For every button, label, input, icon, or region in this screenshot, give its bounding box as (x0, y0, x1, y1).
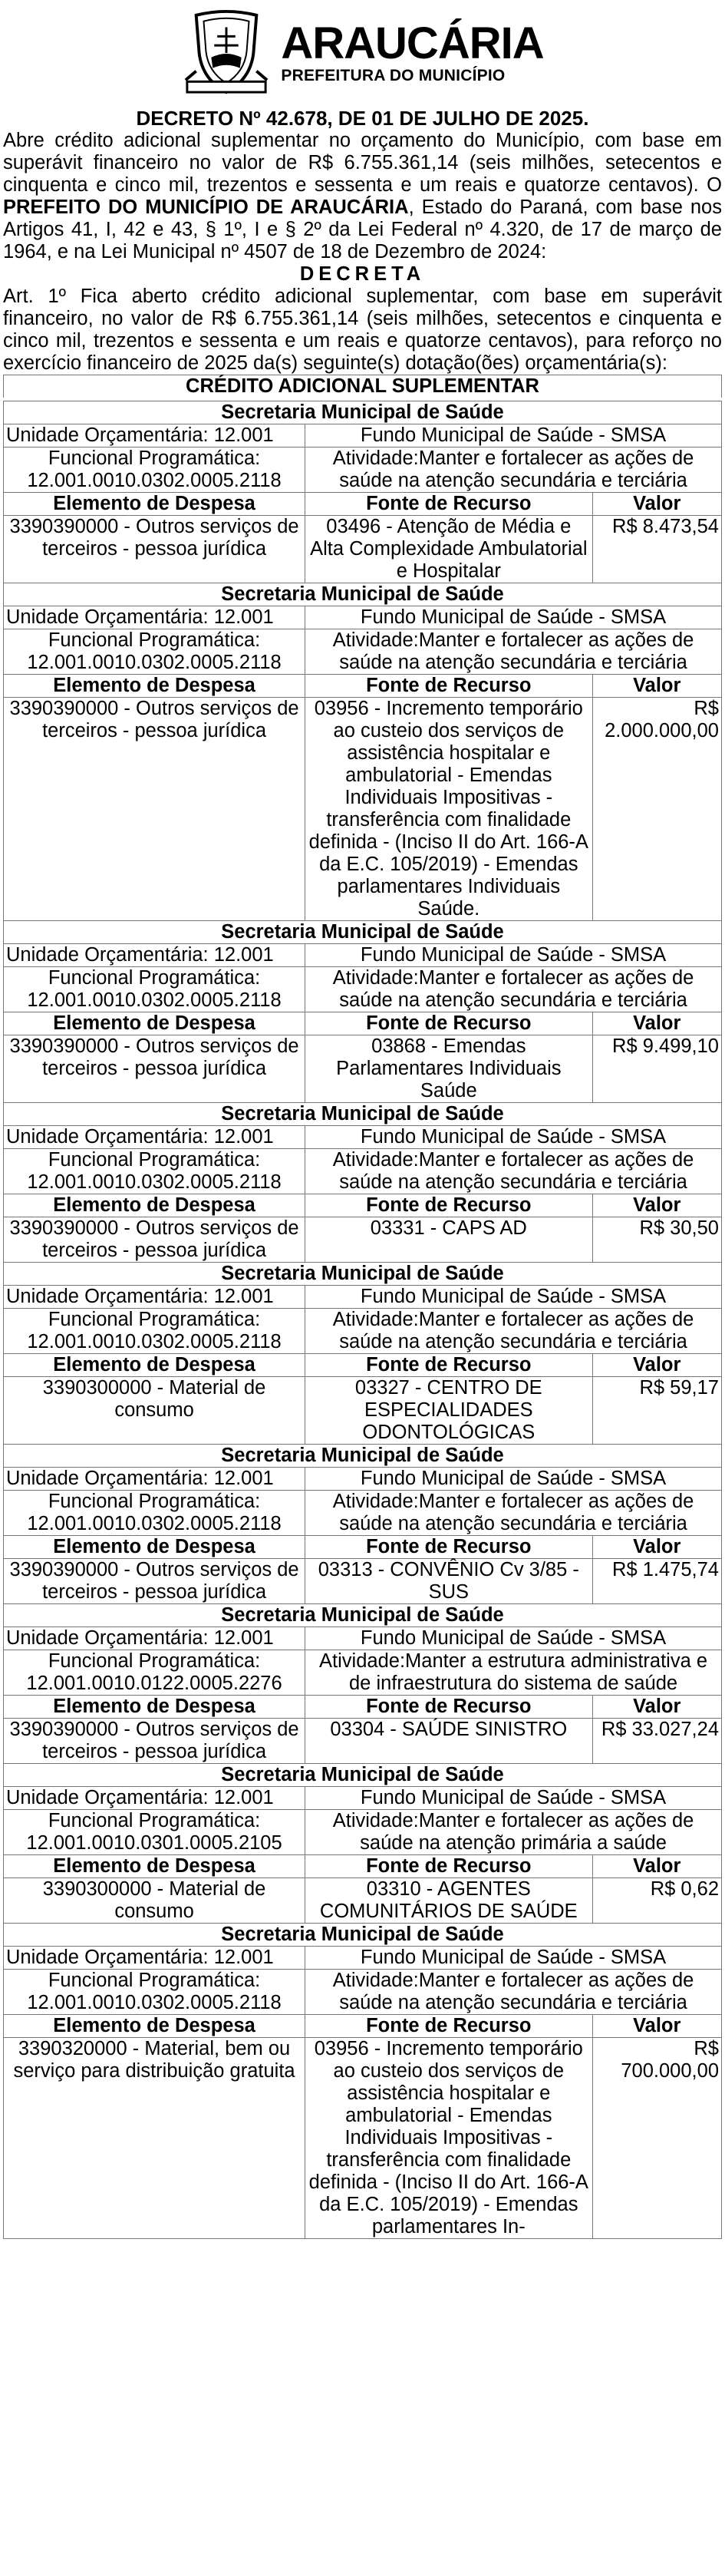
fonte-cell: 03304 - SAÚDE SINISTRO (305, 1719, 592, 1764)
secretaria-row (4, 1604, 722, 1627)
page-header (0, 0, 725, 101)
secretaria-row (4, 401, 722, 424)
funcional-cell: Funcional Programática: 12.001.0010.0302.0005.2118 (4, 1309, 305, 1354)
fundo-cell: Fundo Municipal de Saúde - SMSA (305, 944, 722, 967)
elemento-cell: 3390390000 - Outros serviços de terceiros - pessoa jurídica (4, 1217, 305, 1263)
column-header-row (4, 1855, 722, 1878)
header-elemento: Elemento de Despesa (4, 1354, 305, 1377)
valor-cell: R$ 8.473,54 (592, 516, 722, 583)
table-row (4, 698, 722, 921)
fonte-cell: 03496 - Atenção de Média e Alta Complexidade Ambulatorial e Hospitalar (305, 516, 592, 583)
table-row (4, 1377, 722, 1445)
table-row (4, 1035, 722, 1103)
unidade-row (4, 1787, 722, 1810)
unidade-row (4, 424, 722, 447)
elemento-cell: 3390320000 - Material, bem ou serviço para distribuição gratuita (4, 2038, 305, 2239)
unidade-cell: Unidade Orçamentária: 12.001 (4, 1947, 305, 1970)
brand (281, 18, 544, 84)
header-valor: Valor (592, 1536, 722, 1559)
elemento-cell: 3390390000 - Outros serviços de terceiros - pessoa jurídica (4, 1559, 305, 1604)
header-fonte: Fonte de Recurso (305, 1194, 592, 1217)
atividade-cell: Atividade:Manter a estrutura administrativa e de infraestrutura do sistema de saúde (305, 1650, 722, 1696)
valor-cell: R$ 2.000.000,00 (592, 698, 722, 921)
atividade-cell: Atividade:Manter e fortalecer as ações de saúde na atenção secundária e terciária (305, 1491, 722, 1536)
secretaria-cell: Secretaria Municipal de Saúde (4, 1103, 722, 1126)
unidade-row (4, 1286, 722, 1309)
fonte-cell: 03313 - CONVÊNIO Cv 3/85 - SUS (305, 1559, 592, 1604)
secretaria-row (4, 1103, 722, 1126)
elemento-cell: 3390390000 - Outros serviços de terceiros - pessoa jurídica (4, 1719, 305, 1764)
table-row (4, 1719, 722, 1764)
table-row (4, 516, 722, 583)
secretaria-row (4, 583, 722, 606)
unidade-row (4, 1947, 722, 1970)
header-valor: Valor (592, 1696, 722, 1719)
funcional-row (4, 1491, 722, 1536)
secretaria-row (4, 921, 722, 944)
valor-cell: R$ 0,62 (592, 1878, 722, 1924)
funcional-cell: Funcional Programática: 12.001.0010.0302.0005.2118 (4, 1970, 305, 2015)
valor-cell: R$ 9.499,10 (592, 1035, 722, 1103)
header-fonte: Fonte de Recurso (305, 1696, 592, 1719)
preamble-authority: PREFEITO DO MUNICÍPIO DE ARAUCÁRIA (3, 197, 409, 218)
funcional-row (4, 1970, 722, 2015)
funcional-row (4, 1309, 722, 1354)
atividade-cell: Atividade:Manter e fortalecer as ações de saúde na atenção secundária e terciária (305, 447, 722, 493)
funcional-row (4, 1149, 722, 1194)
fundo-cell: Fundo Municipal de Saúde - SMSA (305, 1468, 722, 1491)
fundo-cell: Fundo Municipal de Saúde - SMSA (305, 1947, 722, 1970)
header-valor: Valor (592, 1354, 722, 1377)
funcional-cell: Funcional Programática: 12.001.0010.0302.0005.2118 (4, 1491, 305, 1536)
unidade-cell: Unidade Orçamentária: 12.001 (4, 1787, 305, 1810)
secretaria-cell: Secretaria Municipal de Saúde (4, 1445, 722, 1468)
unidade-row (4, 1468, 722, 1491)
funcional-cell: Funcional Programática: 12.001.0010.0122.0005.2276 (4, 1650, 305, 1696)
atividade-cell: Atividade:Manter e fortalecer as ações de saúde na atenção secundária e terciária (305, 629, 722, 675)
valor-cell: R$ 30,50 (592, 1217, 722, 1263)
atividade-cell: Atividade:Manter e fortalecer as ações de saúde na atenção secundária e terciária (305, 1149, 722, 1194)
header-fonte: Fonte de Recurso (305, 1354, 592, 1377)
header-elemento: Elemento de Despesa (4, 2015, 305, 2038)
header-valor: Valor (592, 1194, 722, 1217)
column-header-row (4, 2015, 722, 2038)
decreta-heading: DECRETA (299, 263, 426, 285)
header-elemento: Elemento de Despesa (4, 1696, 305, 1719)
column-header-row (4, 1354, 722, 1377)
secretaria-row (4, 1924, 722, 1947)
atividade-cell: Atividade:Manter e fortalecer as ações de saúde na atenção primária a saúde (305, 1810, 722, 1855)
secretaria-cell: Secretaria Municipal de Saúde (4, 1263, 722, 1286)
secretaria-cell: Secretaria Municipal de Saúde (4, 921, 722, 944)
table-row (4, 2038, 722, 2239)
funcional-cell: Funcional Programática: 12.001.0010.0302.0005.2118 (4, 447, 305, 493)
header-fonte: Fonte de Recurso (305, 2015, 592, 2038)
header-elemento: Elemento de Despesa (4, 1855, 305, 1878)
municipal-coat-of-arms-icon (181, 8, 272, 97)
secretaria-cell: Secretaria Municipal de Saúde (4, 1924, 722, 1947)
funcional-cell: Funcional Programática: 12.001.0010.0302.0005.2118 (4, 1149, 305, 1194)
fundo-cell: Fundo Municipal de Saúde - SMSA (305, 424, 722, 447)
decree-preamble (3, 130, 722, 263)
atividade-cell: Atividade:Manter e fortalecer as ações de saúde na atenção secundária e terciária (305, 967, 722, 1012)
fundo-cell: Fundo Municipal de Saúde - SMSA (305, 1627, 722, 1650)
secretaria-cell: Secretaria Municipal de Saúde (4, 583, 722, 606)
elemento-cell: 3390390000 - Outros serviços de terceiros - pessoa jurídica (4, 516, 305, 583)
header-elemento: Elemento de Despesa (4, 675, 305, 698)
column-header-row (4, 1696, 722, 1719)
header-elemento: Elemento de Despesa (4, 493, 305, 516)
unidade-row (4, 606, 722, 629)
secretaria-row (4, 1263, 722, 1286)
unidade-row (4, 1627, 722, 1650)
brand-name: ARAUCÁRIA (281, 18, 544, 68)
fundo-cell: Fundo Municipal de Saúde - SMSA (305, 1126, 722, 1149)
unidade-row (4, 944, 722, 967)
funcional-cell: Funcional Programática: 12.001.0010.0302.0005.2118 (4, 967, 305, 1012)
fonte-cell: 03956 - Incremento temporário ao custeio dos serviços de assistência hospitalar e ambulatorial - Emendas Individuais Impositivas - transferência com finalidade definida - (Inciso II do Art. 166-A da E.C. 105/2019) - Emendas parlamentares Individuais Saúde. (305, 698, 592, 921)
funcional-row (4, 1650, 722, 1696)
unidade-cell: Unidade Orçamentária: 12.001 (4, 606, 305, 629)
header-fonte: Fonte de Recurso (305, 675, 592, 698)
unidade-cell: Unidade Orçamentária: 12.001 (4, 424, 305, 447)
header-fonte: Fonte de Recurso (305, 1855, 592, 1878)
header-valor: Valor (592, 1855, 722, 1878)
header-elemento: Elemento de Despesa (4, 1536, 305, 1559)
preamble-text-2: , Estado do Paraná, com base nos Artigos 41, I, 42 e 43, § 1º, I e § 2º da Lei Federal nº 4.320, de 17 de março de 1964, e na Lei Municipal nº 4507 de 18 de Dezembro de 2024: (3, 197, 722, 263)
secretaria-cell: Secretaria Municipal de Saúde (4, 1604, 722, 1627)
column-header-row (4, 493, 722, 516)
table-row (4, 1217, 722, 1263)
unidade-cell: Unidade Orçamentária: 12.001 (4, 1627, 305, 1650)
header-fonte: Fonte de Recurso (305, 493, 592, 516)
funcional-row (4, 629, 722, 675)
funcional-row (4, 447, 722, 493)
brand-subtitle: PREFEITURA DO MUNICÍPIO (281, 66, 506, 84)
fonte-cell: 03327 - CENTRO DE ESPECIALIDADES ODONTOLÓGICAS (305, 1377, 592, 1445)
header-valor: Valor (592, 675, 722, 698)
elemento-cell: 3390300000 - Material de consumo (4, 1878, 305, 1924)
decree-title: DECRETO Nº 42.678, DE 01 DE JULHO DE 2025. (136, 107, 589, 130)
fundo-cell: Fundo Municipal de Saúde - SMSA (305, 1787, 722, 1810)
funcional-row (4, 967, 722, 1012)
secretaria-row (4, 1445, 722, 1468)
header-fonte: Fonte de Recurso (305, 1012, 592, 1035)
elemento-cell: 3390300000 - Material de consumo (4, 1377, 305, 1445)
unidade-cell: Unidade Orçamentária: 12.001 (4, 1286, 305, 1309)
funcional-row (4, 1810, 722, 1855)
secretaria-row (4, 1764, 722, 1787)
table-row (4, 1878, 722, 1924)
unidade-cell: Unidade Orçamentária: 12.001 (4, 1468, 305, 1491)
fundo-cell: Fundo Municipal de Saúde - SMSA (305, 1286, 722, 1309)
article-1: Art. 1º Fica aberto crédito adicional suplementar, com base em superávit financeiro, no valor de R$ 6.755.361,14 (seis milhões, setecentos e cinquenta e cinco mil, trezentos e sessenta e um reais e quatorze centavos), para reforço no exercício financeiro de 2025 da(s) seguinte(s) dotação(ões) orçamentária(s): (3, 286, 722, 374)
atividade-cell: Atividade:Manter e fortalecer as ações de saúde na atenção secundária e terciária (305, 1309, 722, 1354)
valor-cell: R$ 1.475,74 (592, 1559, 722, 1604)
table-caption: CRÉDITO ADICIONAL SUPLEMENTAR (3, 375, 722, 398)
fonte-cell: 03956 - Incremento temporário ao custeio dos serviços de assistência hospitalar e ambulatorial - Emendas Individuais Impositivas - transferência com finalidade definida - (Inciso II do Art. 166-A da E.C. 105/2019) - Emendas parlamentares In- (305, 2038, 592, 2239)
fundo-cell: Fundo Municipal de Saúde - SMSA (305, 606, 722, 629)
secretaria-cell: Secretaria Municipal de Saúde (4, 401, 722, 424)
fonte-cell: 03868 - Emendas Parlamentares Individuais Saúde (305, 1035, 592, 1103)
column-header-row (4, 1536, 722, 1559)
table-row (4, 1559, 722, 1604)
elemento-cell: 3390390000 - Outros serviços de terceiros - pessoa jurídica (4, 1035, 305, 1103)
header-elemento: Elemento de Despesa (4, 1012, 305, 1035)
decree-document (0, 101, 725, 2239)
fonte-cell: 03310 - AGENTES COMUNITÁRIOS DE SAÚDE (305, 1878, 592, 1924)
header-valor: Valor (592, 2015, 722, 2038)
unidade-cell: Unidade Orçamentária: 12.001 (4, 944, 305, 967)
unidade-cell: Unidade Orçamentária: 12.001 (4, 1126, 305, 1149)
header-valor: Valor (592, 493, 722, 516)
column-header-row (4, 1012, 722, 1035)
header-elemento: Elemento de Despesa (4, 1194, 305, 1217)
valor-cell: R$ 59,17 (592, 1377, 722, 1445)
preamble-text-1: Abre crédito adicional suplementar no orçamento do Município, com base em superávit financeiro no valor de R$ 6.755.361,14 (seis milhões, setecentos e cinquenta e cinco mil, trezentos e sessenta e um reais e quatorze centavos). O (3, 130, 722, 196)
funcional-cell: Funcional Programática: 12.001.0010.0301.0005.2105 (4, 1810, 305, 1855)
header-fonte: Fonte de Recurso (305, 1536, 592, 1559)
fonte-cell: 03331 - CAPS AD (305, 1217, 592, 1263)
header-valor: Valor (592, 1012, 722, 1035)
valor-cell: R$ 33.027,24 (592, 1719, 722, 1764)
valor-cell: R$ 700.000,00 (592, 2038, 722, 2239)
column-header-row (4, 1194, 722, 1217)
funcional-cell: Funcional Programática: 12.001.0010.0302.0005.2118 (4, 629, 305, 675)
unidade-row (4, 1126, 722, 1149)
secretaria-cell: Secretaria Municipal de Saúde (4, 1764, 722, 1787)
atividade-cell: Atividade:Manter e fortalecer as ações de saúde na atenção secundária e terciária (305, 1970, 722, 2015)
elemento-cell: 3390390000 - Outros serviços de terceiros - pessoa jurídica (4, 698, 305, 921)
column-header-row (4, 675, 722, 698)
credit-table (3, 401, 722, 2239)
